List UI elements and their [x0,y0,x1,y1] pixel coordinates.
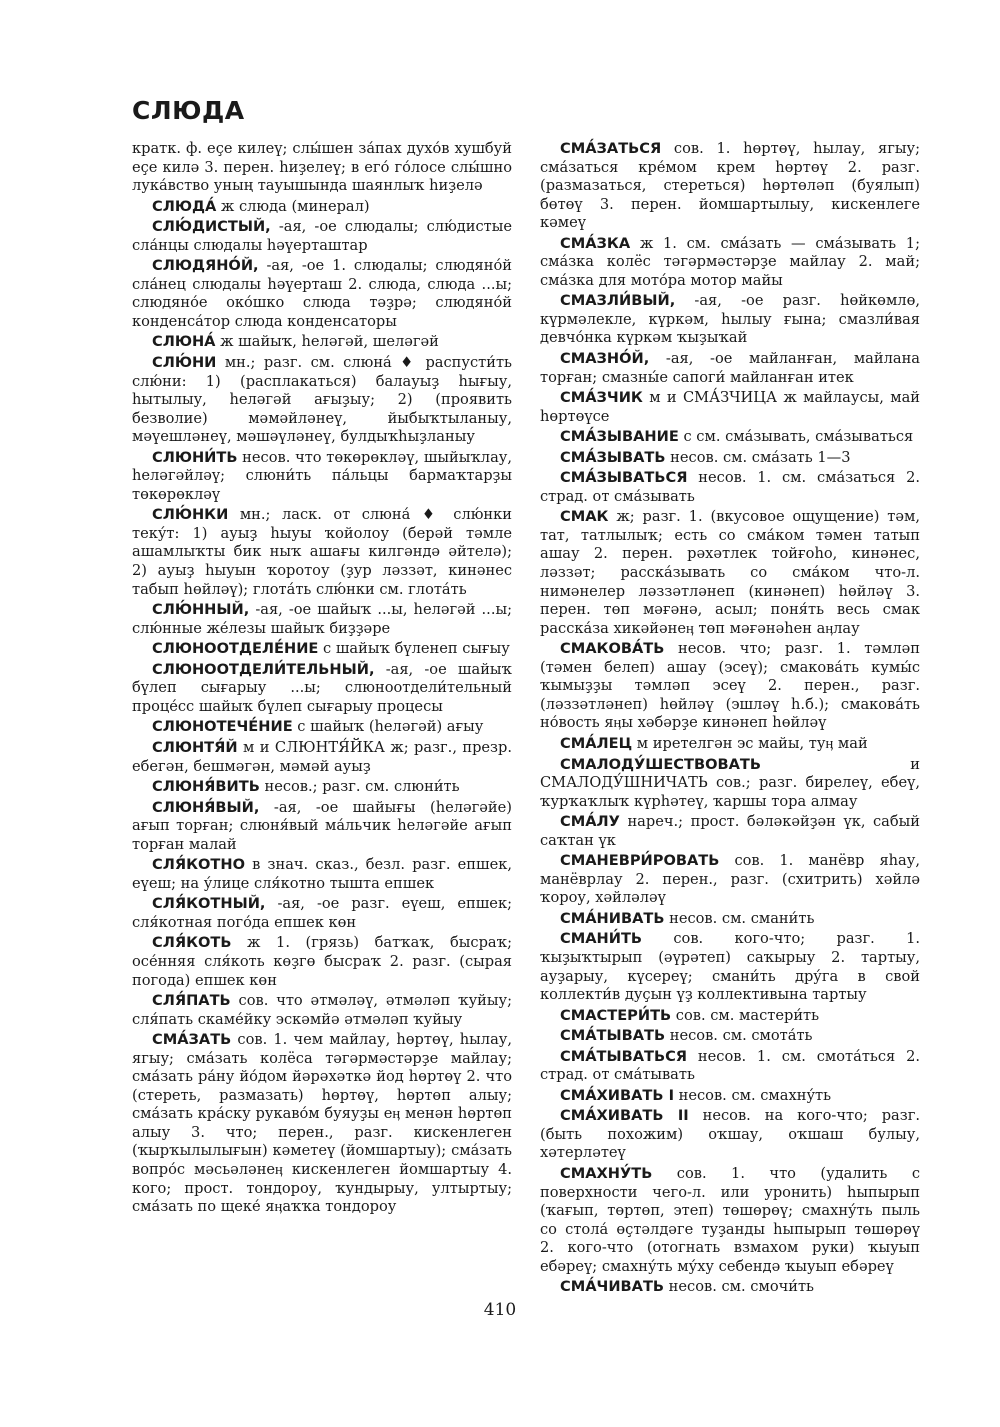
definition-text: -ая, -ое разг. еүеш, епшек; сля́котная пого́да епшек көн [132,895,512,931]
definition-text: ж 1. (грязь) батҡаҡ, бысраҡ; осе́нняя сля́коть көҙгө бысраҡ 2. разг. (сырая погода) епшек көн [132,934,512,989]
dictionary-entry [540,1165,920,1276]
headword: СМАНЕВРИ́РОВАТЬ [560,852,720,870]
dictionary-entry [132,601,512,638]
dictionary-entry [540,469,920,506]
headword: СЛЯ́ПАТЬ [152,992,231,1010]
headword: СЛЮНЯ́ВИТЬ [152,778,260,796]
dictionary-entry [132,449,512,505]
headword: СМА́ЗАТЬ [152,1031,232,1049]
headword: СМАЗНО́Й, [560,350,650,368]
definition-text: сов. 1. манёвр яһау, манёврлау 2. перен., разг. (схитрить) хәйлә ҡороу, хәйләләү [540,852,920,907]
dictionary-entry [540,1107,920,1163]
definition-text: -ая, -ое 1. слюдалы; слюдяно́й сла́нец слюдалы һәүерташ 2. слюда, слюда ...ы; слюдяно́е око́шко слюда тәҙрә; слюдяно́й конденса́тор слюда конденсаторы [132,257,512,330]
dictionary-entry [132,640,512,659]
definition-text: несов. 1. см. сма́заться 2. страд. от сма́зывать [540,469,920,505]
headword: СЛЮ́НИ [152,354,217,372]
headword: СЛЮНИ́ТЬ [152,448,238,466]
dictionary-entry [540,852,920,908]
headword: СМАЛОДУ́ШЕСТВОВАТЬ [560,755,761,773]
definition-text: мн.; разг. см. слюна́ ♦ распусти́ть слю́ни: 1) (расплакаться) балауыҙ һығыу, һытылыу, һеләгәй ағыҙыу; 2) (проявить безволие) мәмәйләнеү, йыбыҡтыланыу, мәүешләнеү, мәшәүләнеү, булдыҡһыҙланыу [132,354,512,446]
headword: СМА́ХИВАТЬ I [560,1086,674,1104]
definition-text: -ая, -ое шайыҡ ...ы, һеләгәй ...ы; слю́нные же́лезы шайыҡ биҙҙәре [132,601,512,637]
definition-text: сов. что әтмәләү, әтмәләп ҡуйыу; сля́пать скаме́йку эскәмйә әтмәләп ҡуйыу [132,992,512,1028]
definition-text: -ая, -ое шайығы (һеләгәйе) ағып торған; слюня́вый ма́льчик һеләгәйе ағып торған малай [132,798,512,853]
headword: СЛЮНЯ́ВЫЙ, [152,798,260,816]
headword: СЛЮНООТДЕЛИ́ТЕЛЬНЫЙ, [152,660,375,678]
definition-text: несов. см. смота́ть [665,1027,813,1045]
definition-text: нареч.; прост. бәләкәйҙән үк, сабый саҡтан үк [540,813,920,849]
headword: СМАКОВА́ТЬ [560,640,665,658]
headword: СМА́ЛУ [560,813,620,831]
dictionary-entry [132,506,512,599]
headword: СЛЮНТЯ́Й [152,738,238,756]
headword: СМАНИ́ТЬ [560,930,643,948]
definition-text: сов. 1. һөртөү, һылау, ягыу; сма́заться кре́мом крем һөртөү 2. разг. (размазаться, стереться) һөртөләп (буялып) бөтөү 3. перен. йомшартылыу, кискенлеге кәмеү [540,140,920,232]
definition-text: несов. что төкөрөкләү, шыйыҡлау, һеләгәйләү; слюни́ть па́льцы бармаҡтарҙы төкөрөкләү [132,448,512,503]
headword: СМА́ТЫВАТЬСЯ [560,1047,688,1065]
dictionary-entry [540,813,920,850]
dictionary-entry [540,449,920,468]
dictionary-entry [132,778,512,797]
dictionary-entry [132,257,512,331]
headword: СМА́ХИВАТЬ II [560,1107,689,1125]
dictionary-entry [540,735,920,754]
dictionary-entry [540,1007,920,1026]
definition-text: -ая, -ое майланған, майлана торған; смазны́е сапоги́ майланған итек [540,350,920,386]
definition-text: сов. см. мастери́ть [671,1006,820,1024]
dictionary-entry [540,389,920,426]
dictionary-entry [132,856,512,893]
definition-text: с см. сма́зывать, сма́зываться [678,428,914,446]
definition-text: с шайыҡ бүленеп сығыу [318,640,510,658]
dictionary-entry [132,934,512,990]
dictionary-entry [540,292,920,348]
definition-text: несов. см. смани́ть [664,909,815,927]
dictionary-entry [540,910,920,929]
definition-text: ж слюда (минерал) [216,197,370,215]
dictionary-entry [540,756,920,812]
headword: СМА́ЗАТЬСЯ [560,140,662,157]
headword: СМА́ЗЫВАТЬСЯ [560,469,688,487]
dictionary-entry [540,640,920,733]
definition-text: -ая, -ое шайыҡ бүлеп сығарыу ...ы; слюноотдели́тельный проце́сс шайыҡ бүлеп сығарыу процесы [132,660,512,715]
dictionary-entry [540,1278,920,1297]
dictionary-entry [132,799,512,855]
headword: СЛЯ́КОТНО [152,856,245,874]
left-column [132,140,512,1219]
headword: СЛЮ́ДИСТЫЙ, [152,218,271,236]
dictionary-entry [132,218,512,255]
headword: СМА́ЛЕЦ [560,734,633,752]
headword: СМА́ЗЫВАНИЕ [560,428,679,446]
dictionary-entry [540,1048,920,1085]
dictionary-entry [132,333,512,352]
dictionary-entry [132,739,512,776]
headword: СЛЮНА́ [152,333,216,351]
dictionary-entry [540,350,920,387]
headword: СМА́НИВАТЬ [560,909,665,927]
headword: СЛЮ́ННЫЙ, [152,601,250,619]
headword: СМА́ЗЫВАТЬ [560,448,666,466]
dictionary-entry [540,930,920,1004]
definition-text: несов. что; разг. 1. тәмләп (тәмен белеп) ашау (эсеү); смакова́ть кумы́с ҡымыҙҙы тәмләп эсеү 2. перен., разг. (ләззәтләнеп) һөйләү (эшләү һ.б.); смакова́ть но́вость яӊы хәбәрҙе кинәнеп һөйләү [540,640,920,732]
definition-text: м и СЛЮНТЯ́ЙКА ж; разг., презр. ебегән, бешмәгән, мәмәй ауыҙ [132,738,512,775]
definition-text: с шайыҡ (һеләгәй) ағыу [292,718,484,736]
dictionary-entry [540,235,920,291]
headword: СЛЯ́КОТЬ [152,934,232,952]
headword: СЛЮНОТЕЧЕ́НИЕ [152,718,293,736]
definition-text: мн.; ласк. от слюна́ ♦ слю́нки теку́т: 1) ауыҙ һыуы ҡойолоу (берәй тәмле ашамлыҡты бик ныҡ ашағы килгәндә әйтелә); 2) ауыҙ һыуын ҡоротоу (ҙур ләззәт, кинәнес табып һөйләү); глота́ть слю́нки см. глота́ть [132,506,512,598]
headword: СМА́ТЫВАТЬ [560,1027,666,1045]
right-column [540,140,920,1299]
headword: СМАСТЕРИ́ТЬ [560,1006,672,1024]
definition-text: кратк. ф. еҫе килеү; слы́шен за́пах духо́в хушбуй еҫе килә 3. перен. һиҙелеү; в его́ го́лосе слы́шно лука́вство уның тауышында шаянлыҡ һиҙелә [132,140,512,195]
definition-text: несов. 1. см. смота́ться 2. страд. от сма́тывать [540,1047,920,1084]
headword: СЛЮДЯНО́Й, [152,257,259,275]
definition-text: -ая, -ое слюдалы; слю́дистые сла́нцы слюдалы һәүерташтар [132,218,512,254]
dictionary-entry [132,661,512,717]
headword: СМА́ЧИВАТЬ [560,1278,665,1296]
dictionary-entry [132,354,512,447]
headword: СМА́ЗЧИК [560,389,643,407]
definition-text: сов. 1. что (удалить с поверхности чего-л. или уронить) һыпырып (ҡағып, төртөп, этеп) төшөрөү; смахну́ть пыль со стола́ өҫтәлдәге туҙанды һыпырып төшөрөү 2. кого-что (отогнать взмахом руки) ҡыуып ебәреү; смахну́ть му́ху себендә ҡыуып ебәреү [540,1164,920,1275]
dictionary-entry [132,140,512,196]
dictionary-entry [540,428,920,447]
definition-text: ж; разг. 1. (вкусовое ощущение) тәм, тат, татлылыҡ; есть со сма́ком тәмен татып ашау 2. перен. рәхәтлек тойғоһо, кинәнес, ләззәт; расска́зывать со сма́ком что-л. нимәнелер ләззәтләнеп (кинәнеп) һөйләү 3. перен. төп мәғәнә, асыл; поня́ть весь смак расска́за хикәйәнеӊ төп мәғәнәһен аӊлау [540,508,920,637]
headword: СМАЗЛИ́ВЫЙ, [560,292,676,310]
definition-text: несов. см. смочи́ть [664,1278,814,1296]
definition-text: м и СМА́ЗЧИЦА ж майлаусы, май һөртөүсе [540,389,920,425]
dictionary-entry [132,718,512,737]
headword: СМАХНУ́ТЬ [560,1164,653,1182]
definition-text: сов. кого-что; разг. 1. ҡыҙыҡтырып (әүрәтеп) саҡырыу 2. тартыу, ауҙарыу, күсереү; смани́ть дру́га в свой коллекти́в дуҫын үҙ коллективына тартыу [540,930,920,1004]
dictionary-entry [540,1027,920,1046]
headword: СЛЮДА́ [152,197,217,215]
definition-text: и СМАЛОДУ́ШНИЧАТЬ сов.; разг. бирелеү, ебеү, ҡурҡаҡлыҡ күрһәтеү, ҡаршы тора алмау [540,755,920,810]
dictionary-entry [132,198,512,217]
headword: СМАК [560,508,609,526]
dictionary-entry [540,508,920,638]
definition-text: несов. на кого-что; разг. (быть похожим) оҡшау, оҡшаш булыу, хәтерләтеү [540,1107,920,1162]
page-number: 410 [483,1300,517,1320]
dictionary-entry [132,992,512,1029]
dictionary-entry [540,1087,920,1106]
definition-text: ж 1. см. сма́зать — сма́зывать 1; сма́зка колёс тәгәрмәстәрҙе майлау 2. май; сма́зка для мото́ра мотор майы [540,234,920,289]
headword: СЛЮ́НКИ [152,506,229,524]
definition-text: м иретелгән эс майы, туӊ май [632,734,868,752]
headword: СЛЮНООТДЕЛЕ́НИЕ [152,640,319,658]
definition-text: несов.; разг. см. слюни́ть [259,778,460,796]
dictionary-entry [540,140,920,233]
definition-text: сов. 1. чем майлау, һөртөү, һылау, ягыу; сма́зать колёса тәгәрмәстәрҙе майлау; сма́зать ра́ну йо́дом йәрәхәткә йод һөртөү 2. что (стереть, размазать) һөртөү, һөртөп алыу; сма́зать кра́ску рукаво́м буяуҙы еӊ менән һөртөп алыу 3. что; перен., разг. кискенлеген (ҡырҡылылығын) кәметеү (йомшартыу); сма́зать вопро́с мәсьәләнеӊ кискенлеген йомшартыу 4. кого; прост. тондороу, ҡундырыу, ултыртыу; сма́зать по щеке́ яӊаҡҡа тондороу [132,1031,512,1216]
definition-text: ж шайыҡ, һеләгәй, шеләгәй [215,333,439,351]
dictionary-entry [132,1031,512,1216]
headword: СМА́ЗКА [560,234,631,252]
definition-text: несов. см. смахну́ть [674,1086,832,1104]
definition-text: в знач. сказ., безл. разг. епшек, еүеш; на у́лице сля́котно тышта епшек [132,856,512,892]
dictionary-entry [132,895,512,932]
running-head: СЛЮДА [132,96,245,125]
headword: СЛЯ́КОТНЫЙ, [152,895,266,913]
definition-text: -ая, -ое разг. һөйкөмлө, күрмәлекле, күркәм, һылыу ғына; смазли́вая девчо́нка күркәм ҡыҙыҡай [540,292,920,347]
definition-text: несов. см. сма́зать 1—3 [665,448,851,466]
